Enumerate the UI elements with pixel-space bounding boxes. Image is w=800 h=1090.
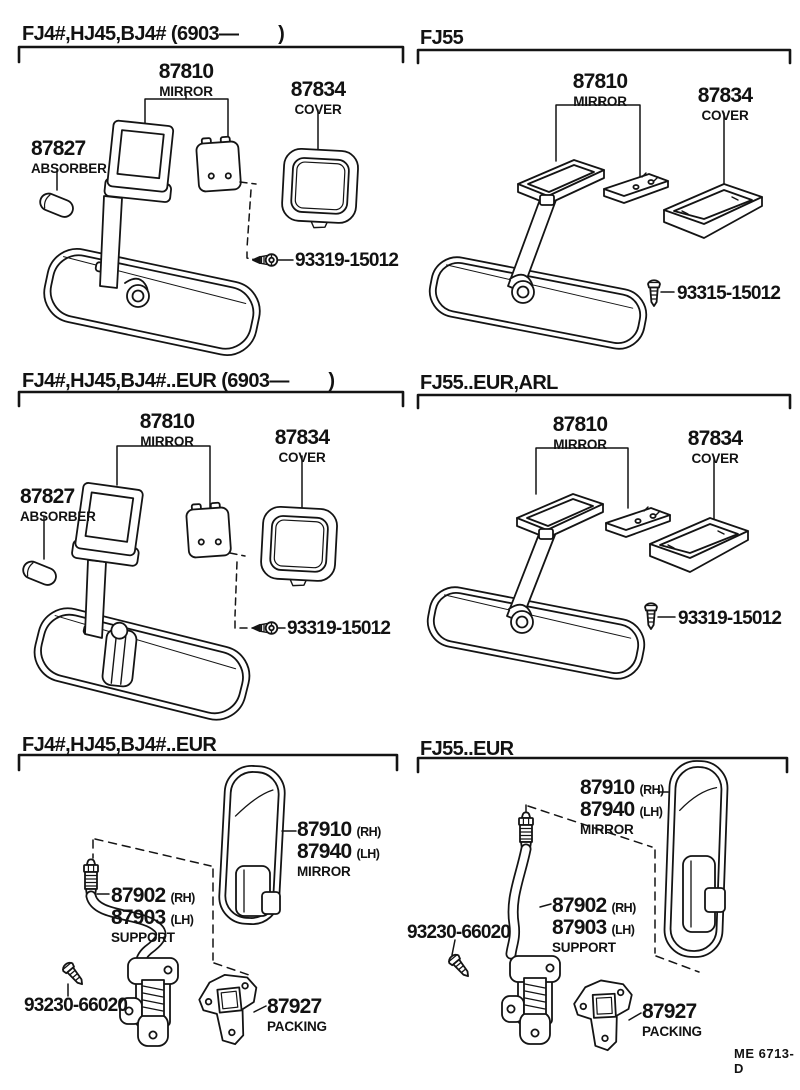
cover — [281, 148, 359, 230]
screw — [648, 280, 660, 306]
panel-ml-header: FJ4#,HJ45,BJ4#..EUR (6903— ) — [22, 370, 335, 392]
label-screw-mr: 93319-15012 — [678, 608, 782, 629]
screw — [253, 622, 277, 634]
rearview-mirror-body — [28, 602, 255, 726]
panel-tl-header: FJ4#,HJ45,BJ4# (6903— ) — [22, 23, 285, 45]
panel-bracket — [19, 755, 397, 770]
support-base — [502, 956, 560, 1044]
label-87810: 87810 MIRROR — [552, 413, 608, 452]
rearview-mirror-body — [423, 583, 648, 683]
mount-bracket — [186, 502, 232, 558]
absorber — [21, 559, 59, 587]
panel-bracket — [19, 392, 403, 406]
mirror-stem — [85, 560, 106, 638]
panel-bracket — [418, 50, 790, 63]
panel-br-header: FJ55..EUR — [420, 738, 514, 760]
mount-bracket — [606, 507, 670, 537]
label-87902-87903: 87902 (RH) 87903 (LH) SUPPORT — [111, 884, 195, 945]
screw — [61, 961, 87, 988]
panel-ml-art — [19, 392, 403, 726]
label-87810: 87810 MIRROR — [158, 60, 214, 99]
screw — [645, 603, 657, 629]
screw — [447, 953, 473, 980]
mount-bracket — [196, 136, 242, 192]
cover — [260, 506, 338, 588]
panel-bracket — [418, 758, 787, 772]
label-screw-bl: 93230-66020 — [24, 995, 128, 1016]
label-87827: 87827 ABSORBER — [31, 137, 107, 176]
label-87834: 87834 COVER — [290, 78, 346, 117]
leader-line — [254, 1006, 266, 1012]
label-screw-tl: 93319-15012 — [295, 250, 399, 271]
dashed-line — [230, 553, 256, 628]
rearview-mirror-body — [39, 243, 266, 360]
label-screw-br: 93230-66020 — [407, 922, 511, 943]
label-screw-tr: 93315-15012 — [677, 283, 781, 304]
panel-mr-header: FJ55..EUR,ARL — [420, 372, 558, 394]
label-87834: 87834 COVER — [274, 426, 330, 465]
label-87902-87903: 87902 (RH) 87903 (LH) SUPPORT — [552, 894, 636, 955]
rearview-mirror-body — [425, 253, 650, 353]
label-87927: 87927 PACKING — [642, 1000, 702, 1039]
panel-bl-header: FJ4#,HJ45,BJ4#..EUR — [22, 734, 217, 756]
mirror-head — [518, 160, 604, 205]
label-87810: 87810 MIRROR — [572, 70, 628, 109]
cover — [664, 184, 762, 238]
label-87827: 87827 ABSORBER — [20, 485, 96, 524]
label-87910-87940: 87910 (RH) 87940 (LH) MIRROR — [580, 776, 664, 837]
cover — [650, 518, 748, 572]
label-87810: 87810 MIRROR — [139, 410, 195, 449]
packing-gasket — [573, 979, 635, 1052]
panel-bracket — [418, 395, 790, 408]
packing-gasket — [197, 972, 262, 1048]
mirror-head — [104, 120, 178, 202]
label-87910-87940: 87910 (RH) 87940 (LH) MIRROR — [297, 818, 381, 879]
dashed-line — [240, 182, 256, 260]
label-87927: 87927 PACKING — [267, 995, 327, 1034]
mount-bracket — [604, 173, 668, 203]
screw — [253, 254, 277, 266]
leader-line — [629, 1013, 641, 1020]
page-code: ME 6713-D — [734, 1046, 795, 1076]
label-87834: 87834 COVER — [687, 427, 743, 466]
support-base — [120, 958, 178, 1046]
leader-line — [540, 904, 551, 907]
label-screw-ml: 93319-15012 — [287, 618, 391, 639]
absorber — [38, 191, 76, 219]
label-87834: 87834 COVER — [697, 84, 753, 123]
panel-tr-header: FJ55 — [420, 27, 464, 49]
mirror-head — [517, 494, 603, 539]
